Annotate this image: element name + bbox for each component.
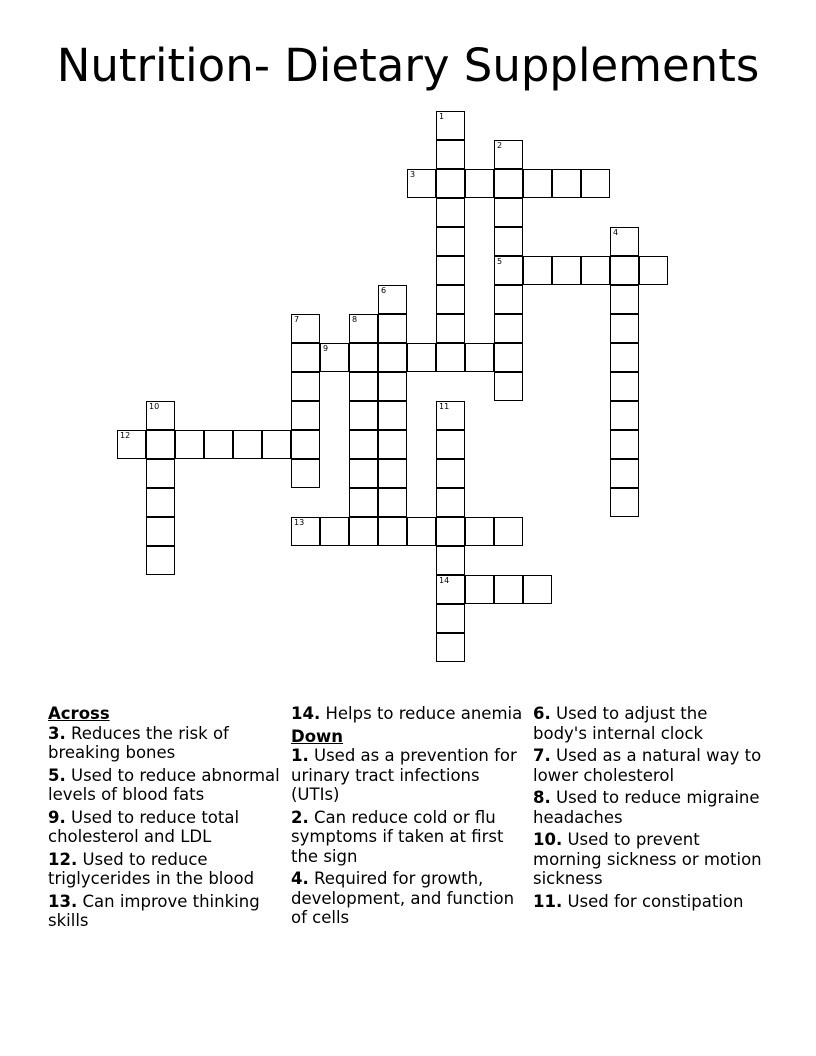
grid-cell[interactable] <box>378 459 407 488</box>
grid-cell[interactable] <box>146 430 175 459</box>
grid-cell[interactable] <box>639 256 668 285</box>
cell-number: 14 <box>439 576 450 585</box>
grid-cell[interactable] <box>204 430 233 459</box>
grid-cell[interactable] <box>378 314 407 343</box>
clue-down-4: 4. Required for growth, development, and function of cells <box>291 869 515 927</box>
cell-number: 5 <box>497 257 503 266</box>
grid-cell[interactable] <box>349 517 378 546</box>
grid-cell[interactable] <box>494 575 523 604</box>
grid-cell[interactable] <box>291 430 320 459</box>
clue-column-3 <box>533 704 765 914</box>
grid-cell[interactable] <box>465 517 494 546</box>
grid-cell[interactable] <box>349 401 378 430</box>
grid-cell[interactable] <box>378 372 407 401</box>
grid-cell[interactable] <box>436 459 465 488</box>
cell-number: 7 <box>294 315 300 324</box>
grid-cell[interactable] <box>320 343 349 372</box>
clue-down-1: 1. Used as a prevention for urinary tract infections (UTIs) <box>291 746 517 804</box>
puzzle-title: Nutrition- Dietary Supplements <box>56 39 760 92</box>
clue-down-2: 2. Can reduce cold or flu symptoms if taken at first the sign <box>291 807 504 866</box>
grid-cell[interactable] <box>233 430 262 459</box>
grid-cell[interactable] <box>291 517 320 546</box>
grid-cell[interactable] <box>146 517 175 546</box>
grid-cell[interactable] <box>436 401 465 430</box>
grid-cell[interactable] <box>407 343 436 372</box>
grid-cell[interactable] <box>610 430 639 459</box>
grid-cell[interactable] <box>436 285 465 314</box>
cell-number: 13 <box>294 518 305 527</box>
grid-cell[interactable] <box>494 372 523 401</box>
grid-cell[interactable] <box>436 227 465 256</box>
cell-number: 11 <box>439 402 450 411</box>
grid-cell[interactable] <box>407 517 436 546</box>
clue-down-8: 8. Used to reduce migraine headaches <box>533 788 760 827</box>
clue-across-13: 13. Can improve thinking skills <box>48 891 260 930</box>
grid-cell[interactable] <box>291 314 320 343</box>
grid-cell[interactable] <box>436 343 465 372</box>
grid-cell[interactable] <box>407 169 436 198</box>
grid-cell[interactable] <box>494 140 523 169</box>
grid-cell[interactable] <box>610 401 639 430</box>
grid-cell[interactable] <box>349 459 378 488</box>
clue-column-1 <box>48 704 280 934</box>
grid-cell[interactable] <box>436 314 465 343</box>
grid-cell[interactable] <box>291 372 320 401</box>
grid-cell[interactable] <box>610 372 639 401</box>
cell-number: 9 <box>323 344 329 353</box>
grid-cell[interactable] <box>465 169 494 198</box>
clue-across-14: 14. Helps to reduce anemia <box>291 704 523 723</box>
grid-cell[interactable] <box>146 546 175 575</box>
grid-cell[interactable] <box>349 488 378 517</box>
grid-cell[interactable] <box>291 459 320 488</box>
grid-cell[interactable] <box>436 604 465 633</box>
grid-cell[interactable] <box>436 430 465 459</box>
grid-cell[interactable] <box>378 285 407 314</box>
cell-number: 10 <box>149 402 160 411</box>
grid-cell[interactable] <box>146 401 175 430</box>
grid-cell[interactable] <box>378 488 407 517</box>
cell-number: 8 <box>352 315 358 324</box>
grid-cell[interactable] <box>378 517 407 546</box>
clue-column-2 <box>291 704 523 931</box>
grid-cell[interactable] <box>117 430 146 459</box>
grid-cell[interactable] <box>465 575 494 604</box>
cell-number: 1 <box>439 112 445 121</box>
cell-number: 12 <box>120 431 131 440</box>
grid-cell[interactable] <box>581 256 610 285</box>
grid-cell[interactable] <box>494 285 523 314</box>
grid-cell[interactable] <box>610 314 639 343</box>
clue-down-10: 10. Used to prevent morning sickness or motion sickness <box>533 830 762 888</box>
grid-cell[interactable] <box>581 169 610 198</box>
grid-cell[interactable] <box>349 430 378 459</box>
grid-cell[interactable] <box>465 343 494 372</box>
cell-number: 4 <box>613 228 619 237</box>
clue-down-11: 11. Used for constipation <box>533 891 744 911</box>
grid-cell[interactable] <box>262 430 291 459</box>
clue-across-12: 12. Used to reduce triglycerides in the blood <box>48 849 255 888</box>
grid-cell[interactable] <box>523 575 552 604</box>
grid-cell[interactable] <box>494 314 523 343</box>
grid-cell[interactable] <box>146 488 175 517</box>
grid-cell[interactable] <box>523 169 552 198</box>
grid-cell[interactable] <box>175 430 204 459</box>
grid-cell[interactable] <box>552 169 581 198</box>
down-heading: Down <box>291 726 344 746</box>
grid-cell[interactable] <box>610 488 639 517</box>
grid-cell[interactable] <box>146 459 175 488</box>
grid-cell[interactable] <box>523 256 552 285</box>
clue-across-5: 5. Used to reduce abnormal levels of blood fats <box>48 765 280 804</box>
across-heading: Across <box>48 704 110 723</box>
clue-down-7: 7. Used as a natural way to lower cholesterol <box>533 746 762 785</box>
grid-cell[interactable] <box>436 546 465 575</box>
clue-down-6: 6. Used to adjust the body's internal clock <box>533 704 708 743</box>
grid-cell[interactable] <box>494 343 523 372</box>
grid-cell[interactable] <box>349 372 378 401</box>
grid-cell[interactable] <box>494 198 523 227</box>
grid-cell[interactable] <box>436 140 465 169</box>
grid-cell[interactable] <box>610 227 639 256</box>
grid-cell[interactable] <box>378 430 407 459</box>
grid-cell[interactable] <box>610 285 639 314</box>
clue-across-9: 9. Used to reduce total cholesterol and LDL <box>48 807 240 846</box>
grid-cell[interactable] <box>320 517 349 546</box>
grid-cell[interactable] <box>494 169 523 198</box>
grid-cell[interactable] <box>436 111 465 140</box>
grid-cell[interactable] <box>349 314 378 343</box>
grid-cell[interactable] <box>436 575 465 604</box>
grid-cell[interactable] <box>610 459 639 488</box>
grid-cell[interactable] <box>610 343 639 372</box>
clue-across-3: 3. Reduces the risk of breaking bones <box>48 723 229 762</box>
grid-cell[interactable] <box>610 256 639 285</box>
grid-cell[interactable] <box>436 256 465 285</box>
grid-cell[interactable] <box>436 633 465 662</box>
grid-cell[interactable] <box>436 169 465 198</box>
grid-cell[interactable] <box>378 343 407 372</box>
grid-cell[interactable] <box>494 227 523 256</box>
grid-cell[interactable] <box>436 517 465 546</box>
grid-cell[interactable] <box>291 343 320 372</box>
grid-cell[interactable] <box>436 198 465 227</box>
grid-cell[interactable] <box>349 343 378 372</box>
grid-cell[interactable] <box>436 488 465 517</box>
cell-number: 6 <box>381 286 387 295</box>
cell-number: 2 <box>497 141 503 150</box>
cell-number: 3 <box>410 170 416 179</box>
grid-cell[interactable] <box>378 401 407 430</box>
grid-cell[interactable] <box>494 256 523 285</box>
grid-cell[interactable] <box>552 256 581 285</box>
grid-cell[interactable] <box>494 517 523 546</box>
grid-cell[interactable] <box>291 401 320 430</box>
